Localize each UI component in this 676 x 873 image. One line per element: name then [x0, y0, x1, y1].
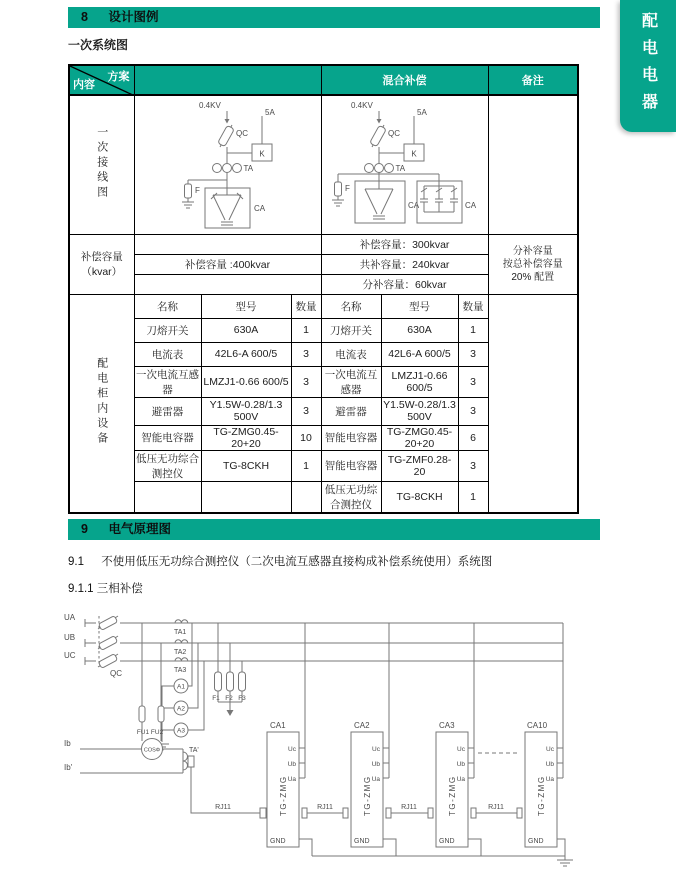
table-cell: 3	[458, 342, 488, 366]
one-line-diagram-scheme2	[322, 96, 487, 234]
paragraph-9-1-number: 9.1	[68, 556, 84, 568]
fuse-f2-label: F2	[225, 695, 233, 702]
paragraph-9-1-1	[68, 580, 143, 596]
module-name-label: TG-ZMG	[279, 775, 288, 816]
header-scheme2: 混合补偿	[321, 65, 488, 95]
header-remark: 备注	[488, 65, 578, 95]
terminal-ua-label: Ua	[371, 776, 380, 783]
table-cell: TG-8CKH	[381, 481, 458, 513]
capacitor-unit-ca2	[351, 623, 396, 856]
paragraph-9-1-text: 不使用低压无功综合测控仪（二次电流互感器直接构成补偿系统使用）系统图	[101, 556, 493, 568]
ca-label: CA	[464, 201, 476, 210]
ta-label: TA	[243, 164, 253, 173]
table-cell: 避雷器	[321, 397, 381, 425]
module-name-label: TG-ZMG	[537, 775, 546, 816]
equipment-header-name: 名称	[321, 294, 381, 318]
table-cell: Y1.5W-0.28/1.3 500V	[381, 397, 458, 425]
capacity-row-label-cell	[69, 234, 134, 294]
equipment-remark-cell	[488, 294, 578, 513]
ammeter-a3-label: A3	[177, 727, 185, 735]
fuse-f1-label: F1	[212, 695, 220, 702]
side-tab	[620, 0, 676, 132]
capacity-scheme1-empty2	[134, 274, 321, 294]
ta2-label: TA2	[174, 649, 187, 656]
rj11-label: RJ11	[215, 804, 231, 811]
table-cell: LMZJ1-0.66 600/5	[381, 366, 458, 397]
terminal-ua-label: Ua	[287, 776, 296, 783]
terminal-ub-label: Ub	[287, 761, 296, 768]
capacity-scheme2-common: 共补容量：240kvar	[321, 254, 488, 274]
table-cell: TG-ZMF0.28-20	[381, 450, 458, 481]
terminal-uc-label: Uc	[288, 746, 296, 753]
table-cell: 630A	[201, 318, 291, 342]
unit-name-label: CA10	[527, 721, 548, 730]
table-cell: 1	[458, 318, 488, 342]
qc-label: QC	[235, 129, 248, 138]
capacity-scheme2-split: 分补容量：60kvar	[321, 274, 488, 294]
capacity-scheme2-total: 补偿容量：300kvar	[321, 234, 488, 254]
ammeter-a1-label: A1	[177, 683, 185, 691]
capacity-remark-line: 按总补偿容量	[502, 258, 563, 270]
table-cell: 1	[291, 450, 321, 481]
table-cell: 3	[291, 397, 321, 425]
capacity-remark-line: 20% 配置	[511, 271, 555, 283]
fu-fuses-label: FU1 FU2	[136, 729, 164, 736]
table-cell: 42L6-A 600/5	[201, 342, 291, 366]
table-cell: 避雷器	[134, 397, 201, 425]
amp-label: 5A	[416, 108, 427, 117]
table-cell: 智能电容器	[134, 425, 201, 450]
fu-fuses	[136, 623, 164, 741]
capacitor-unit-ca1	[267, 623, 312, 856]
k-relay-label: K	[410, 149, 417, 159]
one-line-diagram-scheme1	[135, 96, 320, 234]
wiring-row-label-cell	[69, 95, 134, 234]
header-scheme1	[134, 65, 321, 95]
terminal-uc-label: Uc	[372, 746, 380, 753]
gnd-label: GND	[270, 838, 286, 845]
voltage-label: 0.4KV	[198, 101, 221, 110]
side-tab-label: 配电电器	[639, 12, 657, 120]
table-cell: TG-8CKH	[201, 450, 291, 481]
table-cell: 3	[291, 342, 321, 366]
paragraph-9-1	[68, 553, 492, 569]
table-cell: 智能电容器	[321, 425, 381, 450]
ta1-label: TA1	[174, 629, 187, 636]
table-cell: TG-ZMG0.45-20+20	[381, 425, 458, 450]
equipment-header-qty: 数量	[291, 294, 321, 318]
table-cell: 1	[458, 481, 488, 513]
ta-secondary-label: TA'	[189, 747, 199, 754]
ammeter-a2-label: A2	[177, 705, 185, 713]
phase-buses	[85, 619, 563, 665]
table-cell: Y1.5W-0.28/1.3 500V	[201, 397, 291, 425]
rj11-label: RJ11	[401, 804, 417, 811]
terminal-ua-label: Ua	[456, 776, 465, 783]
table-cell: 刀熔开关	[321, 318, 381, 342]
qc-label: QC	[387, 129, 400, 138]
table-cell: 630A	[381, 318, 458, 342]
table-cell: 电流表	[321, 342, 381, 366]
ground-bus	[312, 856, 573, 866]
three-phase-compensation-schematic	[58, 610, 603, 868]
table-cell: 电流表	[134, 342, 201, 366]
gnd-label: GND	[528, 838, 544, 845]
section-8-header-bar	[68, 7, 600, 28]
terminal-ub-label: Ub	[545, 761, 554, 768]
ta-label: TA	[395, 164, 405, 173]
table-cell: 42L6-A 600/5	[381, 342, 458, 366]
one-line-diagram-scheme1-cell	[134, 95, 321, 234]
ib-loop	[80, 749, 188, 773]
ib-prime-label: Ib'	[64, 763, 73, 772]
table-cell: 低压无功综合测控仪	[321, 481, 381, 513]
paragraph-9-1-1-text: 三相补偿	[96, 583, 143, 595]
wiring-row-label: 一次接线图	[95, 125, 108, 201]
terminal-ua-label: Ua	[545, 776, 554, 783]
terminal-ub-label: Ub	[456, 761, 465, 768]
corner-label-content: 内容	[73, 79, 95, 91]
gnd-label: GND	[439, 838, 455, 845]
phase-ub-label: UB	[64, 633, 76, 642]
phase-uc-label: UC	[64, 651, 76, 660]
ta3-label: TA3	[174, 667, 187, 674]
table-cell: 3	[291, 366, 321, 397]
module-name-label: TG-ZMG	[363, 775, 372, 816]
f-fuse-label: F	[344, 184, 350, 193]
f-fuses	[215, 623, 246, 716]
equipment-header-model: 型号	[381, 294, 458, 318]
one-line-diagram-subtitle: 一次系统图	[68, 38, 129, 52]
table-cell	[291, 481, 321, 513]
table-cell	[201, 481, 291, 513]
wiring-remark-cell	[488, 95, 578, 234]
unit-name-label: CA2	[354, 721, 370, 730]
capacitor-unit-ca10	[525, 623, 565, 856]
rj11-label: RJ11	[488, 804, 504, 811]
unit-name-label: CA3	[439, 721, 455, 730]
capacity-label-line1: 补偿容量	[80, 251, 123, 263]
capacity-label-line2: （kvar）	[81, 266, 123, 278]
gnd-label: GND	[354, 838, 370, 845]
section-9-header-bar	[68, 519, 600, 540]
table-cell: 3	[458, 397, 488, 425]
unit-name-label: CA1	[270, 721, 286, 730]
section-8-number: 8	[81, 10, 88, 24]
table-cell: LMZJ1-0.66 600/5	[201, 366, 291, 397]
equipment-row-label: 配电柜内设备	[95, 356, 108, 447]
table-cell: TG-ZMG0.45-20+20	[201, 425, 291, 450]
section-9-title: 电气原理图	[108, 522, 171, 536]
corner-label-scheme: 方案	[107, 71, 130, 83]
rj11-label: RJ11	[317, 804, 333, 811]
capacity-scheme1-value: 补偿容量 :400kvar	[134, 254, 321, 274]
table-cell: 一次电流互感器	[321, 366, 381, 397]
capacity-remark-line: 分补容量	[512, 245, 553, 257]
cos-phi-meter-label: COSΦ	[143, 747, 161, 754]
f-fuse-label: F	[194, 186, 200, 195]
section-9-number: 9	[81, 522, 88, 536]
equipment-header-qty: 数量	[458, 294, 488, 318]
fuse-f3-label: F3	[238, 695, 246, 702]
one-line-diagram-scheme2-cell	[321, 95, 488, 234]
table-cell: 3	[458, 366, 488, 397]
amp-label: 5A	[264, 108, 275, 117]
table-cell: 低压无功综合测控仪	[134, 450, 201, 481]
ca-label: CA	[253, 204, 265, 213]
phase-ua-label: UA	[64, 613, 76, 622]
table-cell: 3	[458, 450, 488, 481]
terminal-uc-label: Uc	[457, 746, 465, 753]
scheme-comparison-table	[68, 64, 579, 514]
capacity-scheme1-empty	[134, 234, 321, 254]
qc-label: QC	[110, 669, 122, 678]
ib-label: Ib	[64, 739, 71, 748]
ca-label: CA	[407, 201, 419, 210]
equipment-header-model: 型号	[201, 294, 291, 318]
table-cell: 智能电容器	[321, 450, 381, 481]
k-relay-label: K	[258, 149, 265, 159]
table-cell: 10	[291, 425, 321, 450]
terminal-uc-label: Uc	[546, 746, 554, 753]
capacity-remark-cell	[488, 234, 578, 294]
equipment-row-label-cell	[69, 294, 134, 513]
table-cell: 刀熔开关	[134, 318, 201, 342]
paragraph-9-1-1-number: 9.1.1	[68, 583, 94, 595]
equipment-header-name: 名称	[134, 294, 201, 318]
terminal-ub-label: Ub	[371, 761, 380, 768]
section-8-title: 设计图例	[108, 10, 159, 24]
table-cell: 1	[291, 318, 321, 342]
module-name-label: TG-ZMG	[448, 775, 457, 816]
capacitor-unit-ca3	[436, 623, 481, 856]
table-cell: 一次电流互感器	[134, 366, 201, 397]
corner-header-cell	[69, 65, 134, 95]
voltage-label: 0.4KV	[350, 101, 373, 110]
qc-switch-symbols	[98, 616, 118, 669]
table-cell: 6	[458, 425, 488, 450]
table-cell	[134, 481, 201, 513]
